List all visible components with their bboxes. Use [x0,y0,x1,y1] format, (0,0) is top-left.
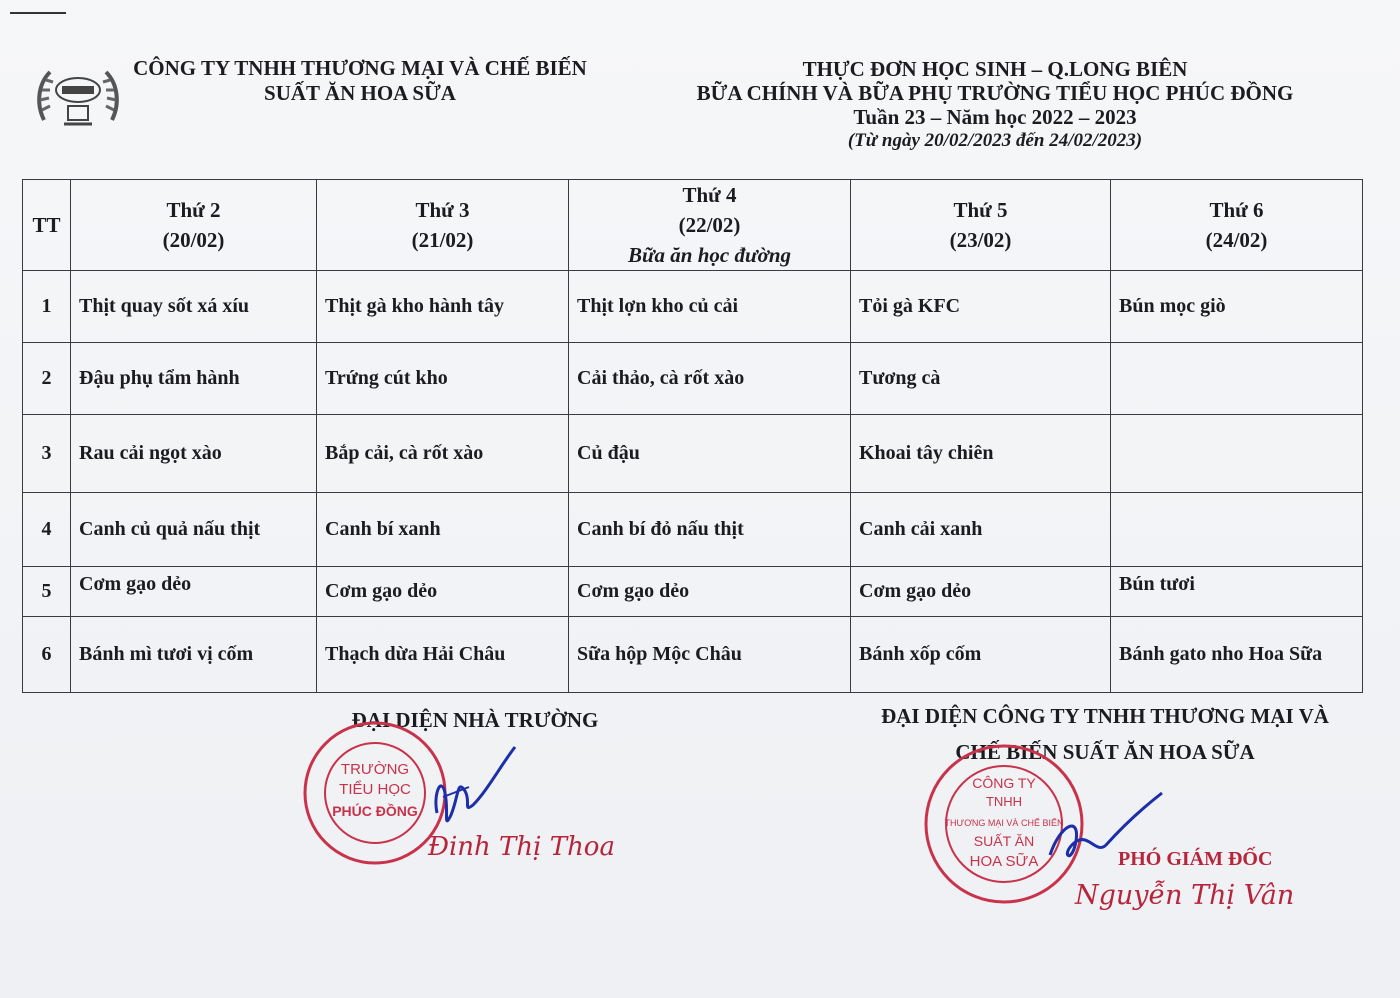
menu-cell: Thịt quay sốt xá xíu [71,271,317,343]
stamp-text: TNHH [985,794,1023,809]
menu-table [22,179,1363,693]
menu-cell: Bánh xốp cốm [851,617,1111,693]
day-name: Thứ 4 [682,183,737,207]
menu-cell [1111,493,1363,567]
day-date: (23/02) [949,228,1012,252]
day-date: (20/02) [162,228,225,252]
menu-cell: Khoai tây chiên [851,415,1111,493]
row-number: 3 [23,415,71,493]
row-number: 1 [23,271,71,343]
menu-cell: Canh bí đỏ nấu thịt [569,493,851,567]
tt-header: TT [23,180,71,271]
table-row [23,343,1363,415]
menu-cell: Thạch dừa Hải Châu [317,617,569,693]
school-signature-scribble-icon [415,735,525,845]
menu-cell: Thịt gà kho hành tây [317,271,569,343]
table-row [23,415,1363,493]
day-header [317,180,569,271]
day-header [569,180,851,271]
menu-cell: Canh cải xanh [851,493,1111,567]
menu-cell: Tỏi gà KFC [851,271,1111,343]
menu-cell: Sữa hộp Mộc Châu [569,617,851,693]
menu-cell: Cơm gạo dẻo [851,567,1111,617]
company-logo-icon [34,60,122,132]
school-signer-name: Đinh Thị Thoa [428,832,615,862]
menu-cell: Đậu phụ tẩm hành [71,343,317,415]
menu-cell: Bắp cải, cà rốt xào [317,415,569,493]
day-date: (22/02) [678,213,741,237]
company-header-line2: SUẤT ĂN HOA SỮA [264,81,456,105]
table-row [23,617,1363,693]
table-row [23,493,1363,567]
menu-cell: Bún mọc giò [1111,271,1363,343]
stamp-text: PHÚC ĐỒNG [332,803,418,819]
menu-cell [1111,415,1363,493]
day-header [851,180,1111,271]
menu-week: Tuần 23 – Năm học 2022 – 2023 [853,105,1137,129]
menu-cell: Tương cà [851,343,1111,415]
menu-header [690,57,1300,153]
table-header-row [23,180,1363,271]
corner-line [10,12,66,14]
menu-cell: Củ đậu [569,415,851,493]
row-number: 6 [23,617,71,693]
company-signer-name: Nguyễn Thị Vân [1075,880,1295,911]
company-signature-title-line1: ĐẠI DIỆN CÔNG TY TNHH THƯƠNG MẠI VÀ [881,704,1329,728]
day-note: Bữa ăn học đường [627,243,792,267]
menu-cell: Bánh mì tươi vị cốm [71,617,317,693]
menu-cell [1111,343,1363,415]
day-name: Thứ 2 [166,198,221,222]
menu-cell: Bánh gato nho Hoa Sữa [1111,617,1363,693]
menu-cell: Cơm gạo dẻo [569,567,851,617]
day-date: (21/02) [411,228,474,252]
menu-cell: Cơm gạo dẻo [71,567,317,617]
stamp-text: TRƯỜNG [340,761,410,778]
stamp-text: THƯƠNG MẠI VÀ CHẾ BIẾN [944,818,1064,828]
menu-cell: Canh bí xanh [317,493,569,567]
day-header [71,180,317,271]
menu-cell: Cơm gạo dẻo [317,567,569,617]
row-number: 2 [23,343,71,415]
day-name: Thứ 6 [1209,198,1264,222]
table-row [23,271,1363,343]
company-header-line1: CÔNG TY TNHH THƯƠNG MẠI VÀ CHẾ BIẾN [133,56,587,80]
menu-date-range: (Từ ngày 20/02/2023 đến 24/02/2023) [847,130,1143,151]
menu-cell: Bún tươi [1111,567,1363,617]
stamp-text: HOA SỮA [969,853,1039,870]
stamp-text: CÔNG TY [972,775,1036,791]
stamp-text: TIỂU HỌC [339,781,411,798]
menu-cell: Rau cải ngọt xào [71,415,317,493]
school-signature-title: ĐẠI DIỆN NHÀ TRƯỜNG [351,708,599,732]
menu-cell: Cải thảo, cà rốt xào [569,343,851,415]
day-date: (24/02) [1205,228,1268,252]
row-number: 5 [23,567,71,617]
day-header [1111,180,1363,271]
menu-title: THỰC ĐƠN HỌC SINH – Q.LONG BIÊN [802,57,1188,81]
menu-cell: Canh củ quả nấu thịt [71,493,317,567]
company-signature-title-line2: CHẾ BIẾN SUẤT ĂN HOA SỮA [955,740,1255,764]
company-header [115,56,605,106]
stamp-text: SUẤT ĂN [973,833,1035,849]
menu-cell: Trứng cút kho [317,343,569,415]
menu-subtitle: BỮA CHÍNH VÀ BỮA PHỤ TRƯỜNG TIỂU HỌC PHÚC ĐỒNG [696,81,1294,105]
day-name: Thứ 3 [415,198,470,222]
company-signer-role: PHÓ GIÁM ĐỐC [1118,848,1273,870]
table-row [23,567,1363,617]
day-name: Thứ 5 [953,198,1008,222]
menu-cell: Thịt lợn kho củ cải [569,271,851,343]
row-number: 4 [23,493,71,567]
